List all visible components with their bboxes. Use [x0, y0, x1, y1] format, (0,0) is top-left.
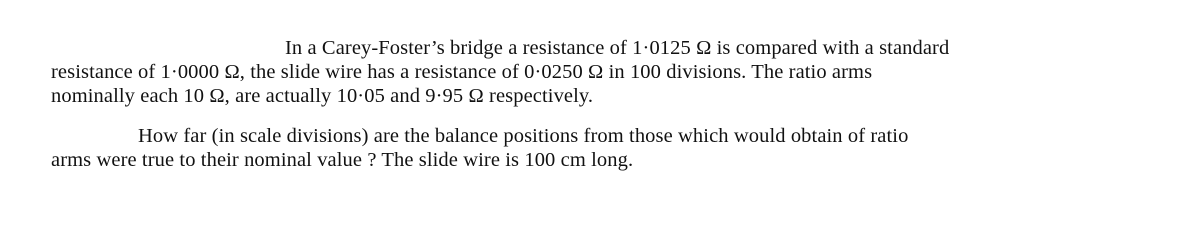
- problem-text-line: resistance of 1·0000 Ω, the slide wire has a resistance of 0·0250 Ω in 100 divisions. The ratio arms: [51, 61, 873, 83]
- question-text-line: arms were true to their nominal value ? The slide wire is 100 cm long.: [51, 149, 634, 171]
- problem-text-line: nominally each 10 Ω, are actually 10·05 and 9·95 Ω respectively.: [51, 85, 594, 107]
- problem-text-line: In a Carey-Foster’s bridge a resistance of 1·0125 Ω is compared with a standard: [285, 37, 950, 59]
- question-text-line: How far (in scale divisions) are the balance positions from those which would obtain of ratio: [138, 125, 909, 147]
